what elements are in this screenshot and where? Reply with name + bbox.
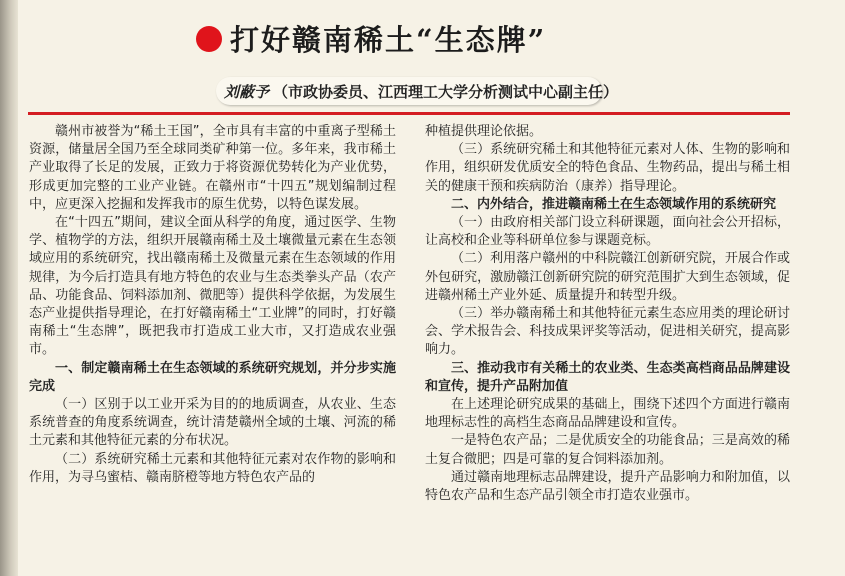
author-name: 刘蔽予 — [224, 82, 270, 101]
paragraph: （三）系统研究稀土和其他特征元素对人体、生物的影响和作用，组织研发优质安全的特色食品、生物药品，提出与稀土相关的健康干预和疾病防治（康养）指导理论。 — [425, 142, 790, 194]
headline — [196, 18, 546, 59]
byline — [216, 77, 619, 105]
paragraph: 一是特色农产品；二是优质安全的功能食品；三是高效的稀土复合微肥；四是可靠的复合饲料添加剂。 — [425, 433, 790, 467]
red-bullet-icon — [196, 26, 222, 52]
paragraph: （二）利用落户赣州的中科院赣江创新研究院，开展合作或外包研究，激励赣江创新研究院的研究范围扩大到生态领域，促进赣州稀土产业外延、质量提升和转型升级。 — [425, 251, 790, 303]
paragraph: 通过赣南地理标志品牌建设，提升产品影响力和附加值，以特色农产品和生态产品引领全市打造农业强市。 — [425, 469, 790, 504]
paragraph: （三）举办赣南稀土和其他特征元素生态应用类的理论研讨会、学术报告会、科技成果评奖等活动，促进相关研究，提高影响力。 — [425, 306, 790, 358]
paragraph: （一）区别于以工业开采为目的的地质调查，从农业、生态系统普查的角度系统调查，统计清楚赣州全域的土壤、河流的稀土元素和其他特征元素的分布状况。 — [29, 397, 396, 449]
right-text-column — [425, 123, 790, 505]
paragraph: 在“十四五”期间，建议全面从科学的角度，通过医学、生物学、植物学的方法，组织开展赣南稀土及土壤微量元素在生态领域应用的系统研究，找出赣南稀土及微量元素在生态领域的作用规律，为今后打造具有地方特色的农业与生态类拳头产品（农产品、功能食品、饲料添加剂、微肥等）提供科学依据，为发展生态产业提供指导理论，在打好赣南稀土“工业牌”的同时，打好赣南稀土“生态牌”，既把我市打造成工业大市，又打造成农业强市。 — [29, 215, 396, 358]
left-text-column — [29, 123, 396, 487]
section-heading: 一、制定赣南稀土在生态领域的系统研究规划，并分步实施完成 — [29, 360, 396, 394]
author-title: （市政协委员、江西理工大学分析测试中心副主任） — [273, 82, 619, 101]
paragraph: 赣州市被誉为“稀土王国”，全市具有丰富的中重离子型稀土资源，储量居全国乃至全球同类矿种第一位。多年来，我市稀土产业取得了长足的发展，正致力于将资源优势转化为产业优势，形成更加完整的工业产业链。在赣州市“十四五”规划编制过程中，应更深入挖掘和发挥我市的原生优势，以特色谋发展。 — [29, 124, 396, 212]
section-heading: 二、内外结合，推进赣南稀土在生态领域作用的系统研究 — [451, 196, 777, 212]
page-spine-shadow — [0, 0, 18, 576]
paragraph: （二）系统研究稀土元素和其他特征元素对农作物的影响和作用，为寻乌蜜桔、赣南脐橙等地方特色农产品的 — [29, 451, 396, 485]
section-heading: 三、推动我市有关稀土的农业类、生态类高档商品品牌建设和宣传，提升产品附加值 — [425, 360, 790, 394]
article-title: 打好赣南稀土“生态牌” — [230, 23, 547, 57]
paragraph: （一）由政府相关部门设立科研课题，面向社会公开招标，让高校和企业等科研单位参与课题竞标。 — [425, 215, 790, 249]
title-divider — [28, 112, 790, 115]
paragraph: 在上述理论研究成果的基础上，围绕下述四个方面进行赣南地理标志性的高档生态商品品牌建设和宣传。 — [425, 397, 790, 431]
paragraph: 种植提供理论依据。 — [425, 124, 543, 139]
